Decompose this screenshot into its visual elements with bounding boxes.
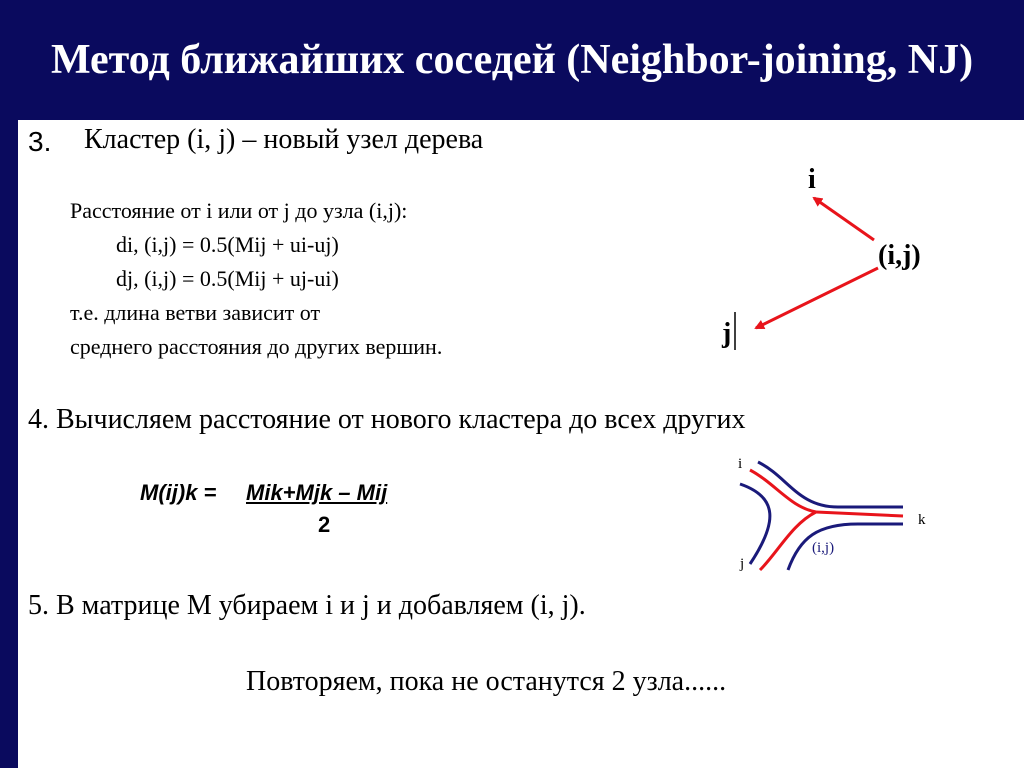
blue-curve-left: [740, 484, 770, 564]
red-curve-i: [750, 470, 816, 512]
node-arrow-diagram: [708, 150, 968, 390]
formula-numerator: Mik+Mjk – Mij: [246, 480, 388, 505]
arrow-to-i: [814, 198, 874, 240]
diagram2-label-i: i: [738, 456, 743, 472]
blue-curve-lower: [788, 524, 903, 570]
blue-curve-upper: [758, 462, 903, 507]
step3-number: 3.: [28, 126, 52, 157]
step5-text: 5. В матрице М убираем i и j и добавляем (i, j).: [28, 590, 586, 621]
formula-lhs: M(ij)k =: [140, 480, 217, 505]
step3-heading: Кластер (i, j) – новый узел дерева: [84, 124, 484, 155]
diagram1-label-i: i: [808, 164, 816, 195]
repeat-note: Повторяем, пока не останутся 2 узла......: [246, 666, 727, 697]
formula-di: di, (i,j) = 0.5(Mij + ui-uj): [116, 232, 339, 257]
diagram2-label-k: k: [918, 512, 926, 528]
explain-line-1: т.е. длина ветви зависит от: [70, 300, 321, 325]
diagram2-label-node: (i,j): [812, 540, 835, 556]
slide-title: Метод ближайших соседей (Neighbor-joining, NJ): [50, 37, 974, 83]
diagram2-label-j: j: [740, 556, 745, 572]
diagram1-label-node: (i,j): [878, 240, 921, 271]
formula-dj: dj, (i,j) = 0.5(Mij + uj-ui): [116, 266, 339, 291]
step4-heading: 4. Вычисляем расстояние от нового кластера до всех других: [28, 404, 746, 435]
explain-line-2: среднего расстояния до других вершин.: [70, 334, 443, 359]
distance-intro: Расстояние от i или от j до узла (i,j):: [70, 198, 408, 223]
diagram1-label-j: j: [722, 318, 732, 349]
cluster-branch-diagram: [708, 452, 938, 582]
content-panel: [18, 120, 1024, 768]
red-line-k: [816, 512, 903, 516]
formula-denominator: 2: [318, 512, 331, 537]
arrow-to-j: [756, 268, 878, 328]
